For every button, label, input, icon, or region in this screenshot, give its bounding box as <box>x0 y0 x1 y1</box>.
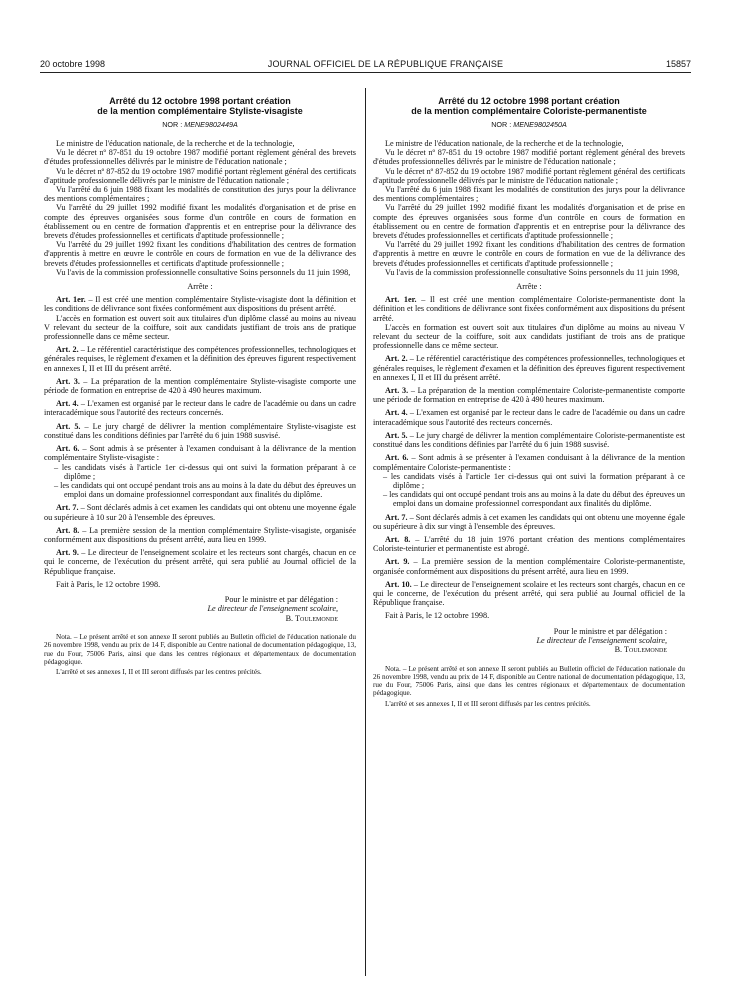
decree-title <box>373 96 685 116</box>
article-label: Art. 2. <box>56 345 79 355</box>
article-text: – Le jury chargé de délivrer la mention complémentaire Coloriste-permanentiste est constitué dans les conditions définies par l'arrêté du 6 juin 1988 susvisé. <box>373 430 685 450</box>
article-label: Art. 7. <box>56 503 79 513</box>
article-text: – L'arrêté du 18 juin 1976 portant création des mentions complémentaires Coloriste-teinturier et permanentiste est abrogé. <box>373 534 685 554</box>
article-label: Art. 4. <box>56 399 79 409</box>
header-date: 20 octobre 1998 <box>40 59 106 69</box>
article-text: – Le référentiel caractéristique des compétences professionnelles, technologiques et générales requises, le règlement d'examen et la définition des épreuves figurent respectivement en annexes I, II et III du présent arrêté. <box>44 345 356 373</box>
signature-block <box>373 627 685 655</box>
article-label: Art. 9. <box>385 557 410 567</box>
article-label: Art. 5. <box>56 421 81 431</box>
article-3 <box>44 377 356 395</box>
list-item: – les candidats visés à l'article 1er ci-dessus qui ont suivi la formation préparant à ce diplôme ; <box>54 462 356 481</box>
list-item: – les candidats visés à l'article 1er ci-dessus qui ont suivi la formation préparant à ce diplôme ; <box>383 471 685 490</box>
article-text: – La préparation de la mention complémentaire Styliste-visagiste comporte une période de formation en entreprise de 420 à 490 heures maximum. <box>44 376 356 396</box>
article-8 <box>373 535 685 553</box>
nor-label: NOR : <box>162 120 183 129</box>
arrete-heading: Arrête : <box>516 282 542 292</box>
article-text: – Le directeur de l'enseignement scolaire et les recteurs sont chargés, chacun en ce qui le concerne, de l'exécution du présent arrêté, qui sera publié au Journal officiel de la République française. <box>373 579 685 608</box>
signature-function: Le directeur de l'enseignement scolaire, <box>207 604 338 614</box>
nor-code: MENE9802449A <box>184 120 238 129</box>
paragraph: Vu le décret nº 87-851 du 19 octobre 1987 modifié portant règlement général des brevets d'études professionnelles délivrés par le ministre de l'éducation nationale ; <box>44 148 356 167</box>
paragraph: Vu l'arrêté du 6 juin 1988 fixant les modalités de constitution des jurys pour la délivrance des mentions complémentaires ; <box>44 185 356 204</box>
signature-name: B. Toulemonde <box>614 645 667 655</box>
paragraph: Vu l'avis de la commission professionnelle consultative Soins personnels du 11 juin 1998, <box>385 267 680 277</box>
article-text: – Il est créé une mention complémentaire Coloriste-permanentiste dont la définition et les conditions de délivrance sont fixées conformément aux dispositions du présent arrêté. <box>373 295 685 323</box>
article-label: Art. 3. <box>385 386 409 396</box>
decree-title-line2: de la mention complémentaire Coloriste-permanentiste <box>411 106 647 116</box>
nor-reference <box>373 120 685 129</box>
article-7 <box>44 503 356 521</box>
left-column <box>44 96 356 676</box>
paragraph: Vu l'arrêté du 6 juin 1988 fixant les modalités de constitution des jurys pour la délivrance des mentions complémentaires ; <box>373 185 685 204</box>
article-label: Art. 8. <box>56 525 80 535</box>
article-label: Art. 4. <box>385 408 408 418</box>
paragraph: Vu l'arrêté du 29 juillet 1992 fixant les conditions d'habilitation des centres de formation d'apprentis à mettre en œuvre le contrôle en cours de formation en vue de la délivrance des brevets d'études professionnelles et certificats d'aptitude professionnelle ; <box>44 240 356 268</box>
article-label: Art. 8. <box>385 534 411 544</box>
article-1 <box>44 295 356 313</box>
done-at: Fait à Paris, le 12 octobre 1998. <box>56 579 161 589</box>
article-6 <box>44 444 356 462</box>
paragraph: L'accès en formation est ouvert soit aux titulaires d'un diplôme classé au moins au niveau V relevant du secteur de la coiffure, soit aux candidats justifiant de trois ans de pratique professionnelle dans ce même secteur. <box>44 313 356 342</box>
done-at: Fait à Paris, le 12 octobre 1998. <box>385 611 490 621</box>
nota-note-2: L'arrêté et ses annexes I, II et III seront diffusés par les centres précités. <box>56 667 262 676</box>
article-label: Art. 3. <box>56 376 80 386</box>
paragraph: Vu l'avis de la commission professionnelle consultative Soins personnels du 11 juin 1998, <box>56 267 351 277</box>
article-2 <box>373 354 685 382</box>
article-label: Art. 1er. <box>56 295 86 305</box>
article-9 <box>373 557 685 575</box>
header-page-number: 15857 <box>665 59 691 69</box>
article-label: Art. 2. <box>385 354 408 364</box>
article-5 <box>373 431 685 449</box>
article-text: – La première session de la mention complémentaire Styliste-visagiste, organisée conformément aux dispositions du présent arrêté, aura lieu en 1999. <box>44 525 356 544</box>
arrete-heading: Arrête : <box>187 282 213 292</box>
signature-delegation: Pour le ministre et par délégation : <box>224 594 338 604</box>
header-rule <box>40 72 691 73</box>
nor-label: NOR : <box>491 120 512 129</box>
article-5 <box>44 422 356 440</box>
paragraph: Vu le décret nº 87-851 du 19 octobre 1987 modifié portant règlement général des brevets d'études professionnelles délivrés par le ministre de l'éducation nationale ; <box>373 148 685 167</box>
paragraph: Le ministre de l'éducation nationale, de la recherche et de la technologie, <box>385 139 624 148</box>
page-header <box>40 58 691 70</box>
article-text: – Sont déclarés admis à cet examen les candidats qui ont obtenu une moyenne égale ou supérieure à dix sur vingt à l'ensemble des épreuves. <box>373 512 685 531</box>
signature-function: Le directeur de l'enseignement scolaire, <box>536 635 667 645</box>
article-label: Art. 6. <box>56 444 80 454</box>
signature-delegation: Pour le ministre et par délégation : <box>553 626 667 636</box>
paragraph: Vu l'arrêté du 29 juillet 1992 modifié fixant les modalités d'organisation et de prise en compte des épreuves organisées sous forme d'un contrôle en cours de formation en établissement ou en centre de formation d'apprentis et en entreprise pour la délivrance des brevets d'études professionnelles et certificats d'aptitude professionnelle ; <box>44 203 356 241</box>
article-text: – L'examen est organisé par le recteur dans le cadre de l'académie ou dans un cadre interacadémique sous l'autorité des recteurs concernés. <box>373 408 685 427</box>
nota-note: Nota. – Le présent arrêté et son annexe II seront publiés au Bulletin officiel de l'éducation nationale du 26 novembre 1998, vendu au prix de 14 F, disponible au Centre national de documentation pédagogique, 13, rue du Four, 75006 Paris, ainsi que dans les centres régionaux et départementaux de documentation pédagogique. <box>373 664 686 698</box>
paragraph: Vu le décret nº 87-852 du 19 octobre 1987 modifié portant règlement général des certificats d'aptitude professionnelle délivrés par le ministre de l'éducation nationale ; <box>373 166 685 185</box>
article-text: – Le jury chargé de délivrer la mention complémentaire Styliste-visagiste est constitué dans les conditions définies par l'arrêté du 6 juin 1988 susvisé. <box>44 421 356 440</box>
paragraph: Le ministre de l'éducation nationale, de la recherche et de la technologie, <box>56 139 295 148</box>
article-text: – La préparation de la mention complémentaire Coloriste-permanentiste comporte une période de formation en entreprise de 420 à 490 heures maximum. <box>373 386 685 405</box>
article-label: Art. 5. <box>385 430 408 440</box>
article-8 <box>44 526 356 544</box>
right-column <box>373 96 685 708</box>
paragraph: Vu l'arrêté du 29 juillet 1992 modifié fixant les modalités d'organisation et de prise en compte des épreuves organisées sous forme d'un contrôle en cours de formation en établissement ou en centre de formation d'apprentis et en entreprise pour la délivrance des brevets d'études professionnelles et certificats d'aptitude professionnelle ; <box>373 203 685 241</box>
article-1 <box>373 295 685 323</box>
article-text: – Il est créé une mention complémentaire Styliste-visagiste dont la définition et les conditions de délivrance sont fixées conformément aux dispositions du présent arrêté. <box>44 295 356 314</box>
article-text: – La première session de la mention complémentaire Coloriste-permanentiste, organisée conformément aux dispositions du présent arrêté, aura lieu en 1999. <box>373 557 685 576</box>
article-2 <box>44 345 356 373</box>
paragraph: Vu le décret nº 87-852 du 19 octobre 1987 modifié portant règlement général des certificats d'aptitude professionnelle délivrés par le ministre de l'éducation nationale ; <box>44 166 356 185</box>
signature-name: B. Toulemonde <box>285 613 338 623</box>
article-10 <box>373 580 685 608</box>
article-text: – Le référentiel caractéristique des compétences professionnelles, technologiques et générales requises, le règlement d'examen et la définition des épreuves figurent respectivement en annexes I, II et III du présent arrêté. <box>373 354 685 382</box>
article-text: – Sont admis à se présenter à l'examen conduisant à la délivrance de la mention complémentaire Coloriste-permanentiste : <box>373 453 685 472</box>
decree-title-line2: de la mention complémentaire Styliste-visagiste <box>97 106 303 116</box>
nor-reference <box>44 120 356 129</box>
nota-note: Nota. – Le présent arrêté et son annexe II seront publiés au Bulletin officiel de l'éducation nationale du 26 novembre 1998, vendu au prix de 14 F, disponible au Centre national de documentation pédagogique, 13, rue du Four, 75006 Paris, ainsi que dans les centres régionaux et départementaux de documentation pédagogique. <box>44 633 357 666</box>
paragraph: L'accès en formation est ouvert soit aux titulaires d'un diplôme au moins au niveau V relevant du secteur de la coiffure, soit aux candidats justifiant de trois ans de pratique professionnelle dans ce même secteur. <box>373 322 685 351</box>
article-4 <box>373 408 685 426</box>
article-label: Art. 1er. <box>385 295 417 305</box>
column-divider <box>365 88 366 976</box>
article-label: Art. 9. <box>56 548 79 558</box>
article-label: Art. 6. <box>385 453 409 463</box>
list-item: – les candidats qui ont occupé pendant trois ans au moins à la date du début des épreuves un emploi dans un domaine professionnel correspondant aux finalités du diplôme. <box>54 480 356 500</box>
list-item: – les candidats qui ont occupé pendant trois ans au moins à la date du début des épreuves un emploi dans un domaine professionnel correspondant aux finalités du diplôme. <box>383 490 685 509</box>
article-4 <box>44 399 356 417</box>
signature-block <box>44 595 356 623</box>
article-9 <box>44 548 356 576</box>
article-3 <box>373 386 685 404</box>
decree-title <box>44 96 356 116</box>
article-7 <box>373 513 685 531</box>
nota-note-2: L'arrêté et ses annexes I, II et III seront diffusés par les centres précités. <box>385 699 591 708</box>
article-label: Art. 10. <box>385 579 412 589</box>
article-text: – Sont admis à se présenter à l'examen conduisant à la délivrance de la mention complémentaire Styliste-visagiste : <box>44 444 356 463</box>
paragraph: Vu l'arrêté du 29 juillet 1992 fixant les conditions d'habilitation des centres de formation d'apprentis à mettre en œuvre le contrôle en cours de formation en vue de la délivrance des brevets d'études professionnelles et certificats d'aptitude professionnelle ; <box>373 240 685 268</box>
article-6 <box>373 453 685 471</box>
nor-code: MENE9802450A <box>513 120 567 129</box>
header-journal-title: JOURNAL OFFICIEL DE LA RÉPUBLIQUE FRANÇAISE <box>267 59 504 69</box>
article-text: – L'examen est organisé par le recteur dans le cadre de l'académie ou dans un cadre interacadémique sous l'autorité des recteurs concernés. <box>44 399 356 418</box>
article-text: – Le directeur de l'enseignement scolaire et les recteurs sont chargés, chacun en ce qui le concerne, de l'exécution du présent arrêté, qui sera publié au Journal officiel de la République française. <box>44 548 356 576</box>
article-label: Art. 7. <box>385 512 408 522</box>
decree-title-line1: Arrêté du 12 octobre 1998 portant création <box>109 96 291 106</box>
decree-title-line1: Arrêté du 12 octobre 1998 portant création <box>438 96 620 106</box>
article-text: – Sont déclarés admis à cet examen les candidats qui ont obtenu une moyenne égale ou supérieure à 10 sur 20 à l'ensemble des épreuves. <box>44 503 356 522</box>
